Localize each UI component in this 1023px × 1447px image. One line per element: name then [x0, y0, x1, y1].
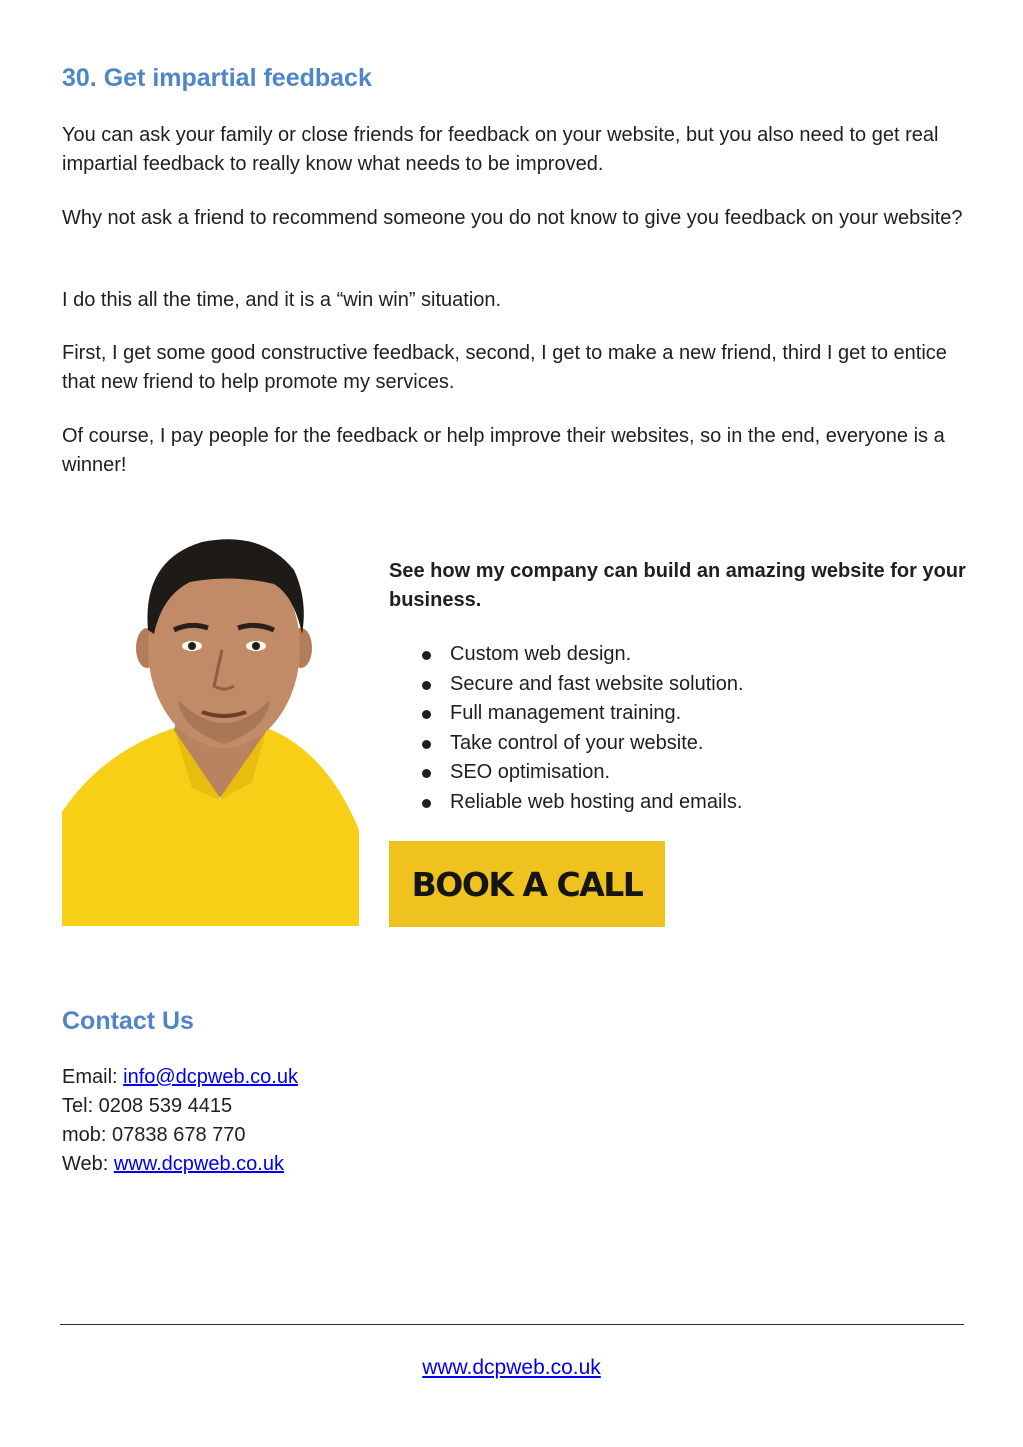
- bullet-icon: [422, 740, 431, 749]
- bullet-icon: [422, 799, 431, 808]
- book-a-call-button[interactable]: [389, 841, 665, 927]
- list-item: [389, 729, 969, 759]
- email-label: Email:: [62, 1066, 124, 1088]
- feature-text: SEO optimisation.: [450, 761, 611, 783]
- web-label: Web:: [62, 1153, 114, 1175]
- feature-text: Take control of your website.: [450, 731, 704, 754]
- book-a-call-label: BOOK A CALL: [411, 864, 643, 904]
- list-item: [389, 670, 969, 700]
- footer-divider: [60, 1324, 964, 1325]
- list-item: [389, 758, 969, 788]
- contact-email: [62, 1063, 298, 1092]
- paragraph: First, I get some good constructive feedback, second, I get to make a new friend, third I get to entice that new friend to help promote my services.: [62, 342, 947, 393]
- contact-tel: Tel: 0208 539 4415: [62, 1095, 233, 1117]
- contact-mob: mob: 07838 678 770: [62, 1124, 246, 1146]
- list-item: [389, 788, 969, 818]
- email-link[interactable]: info@dcpweb.co.uk: [123, 1066, 298, 1088]
- feature-text: Full management training.: [450, 702, 682, 724]
- promo-heading: See how my company can build an amazing website for your business.: [389, 560, 966, 611]
- web-link[interactable]: www.dcpweb.co.uk: [113, 1153, 284, 1175]
- feature-text: Secure and fast website solution.: [450, 672, 744, 695]
- feature-list: [389, 640, 969, 817]
- bullet-icon: [422, 651, 431, 660]
- profile-photo: [62, 530, 359, 926]
- list-item: [389, 640, 969, 670]
- paragraph: I do this all the time, and it is a “win win” situation.: [62, 289, 502, 311]
- contact-web: [62, 1150, 284, 1179]
- list-item: [389, 699, 969, 729]
- paragraph: Of course, I pay people for the feedback or help improve their websites, so in the end, everyone is a winner!: [62, 425, 945, 476]
- contact-title: Contact Us: [62, 1007, 194, 1035]
- footer-website-link[interactable]: www.dcpweb.co.uk: [422, 1356, 601, 1379]
- section-title: 30. Get impartial feedback: [62, 64, 372, 92]
- bullet-icon: [422, 769, 431, 778]
- paragraph: Why not ask a friend to recommend someone you do not know to give you feedback on your website?: [62, 207, 963, 229]
- feature-text: Reliable web hosting and emails.: [450, 790, 743, 813]
- bullet-icon: [422, 710, 431, 719]
- bullet-icon: [422, 681, 431, 690]
- footer: [0, 1356, 1023, 1380]
- feature-text: Custom web design.: [450, 643, 632, 665]
- paragraph: You can ask your family or close friends for feedback on your website, but you also need to get real impartial feedback to really know what needs to be improved.: [62, 124, 939, 175]
